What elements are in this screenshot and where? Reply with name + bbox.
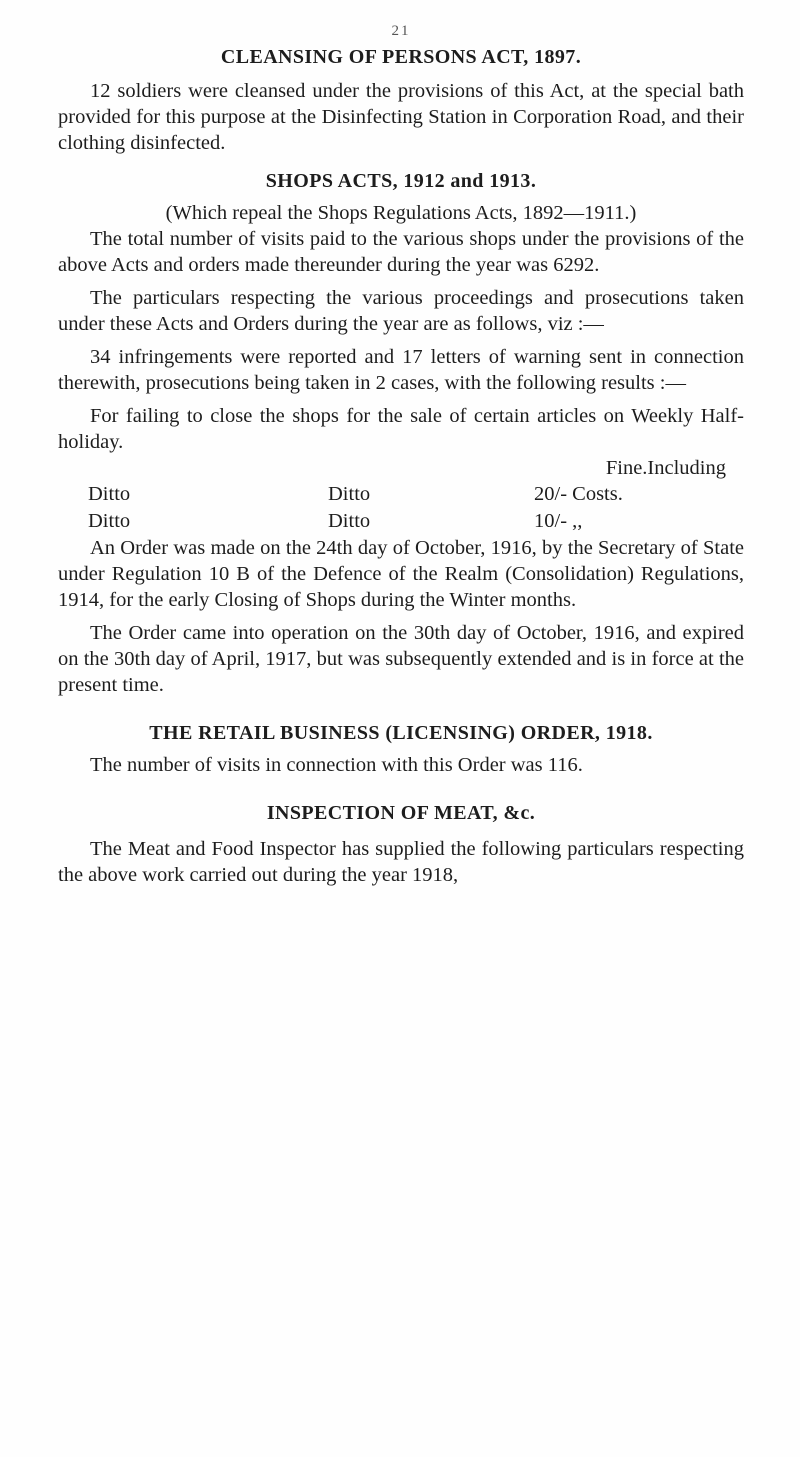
paragraph-shops-failing-to-close: For failing to close the shops for the sale of certain articles on Weekly Half-holiday. bbox=[58, 405, 744, 453]
paragraph-shops-infringements: 34 infringements were reported and 17 letters of warning sent in connection therewith, prosecutions being taken in 2 cases, with the following results :— bbox=[58, 346, 744, 394]
results-header-fine: Fine.Including bbox=[605, 457, 726, 479]
results-row bbox=[58, 508, 744, 535]
heading-cleansing-of-persons-act: CLEANSING OF PERSONS ACT, 1897. bbox=[220, 46, 582, 68]
results-cell: Ditto bbox=[88, 483, 131, 505]
paragraph-retail-visits: The number of visits in connection with this Order was 116. bbox=[90, 754, 583, 776]
page-number: 21 bbox=[391, 23, 411, 39]
paragraph-cleansing: 12 soldiers were cleansed under the provisions of this Act, at the special bath provided for this purpose at the Disinfecting Station in Corporation Road, and their clothing disinfected. bbox=[58, 80, 744, 154]
results-row bbox=[58, 481, 744, 508]
results-table bbox=[58, 455, 744, 535]
paragraph-shops-particulars: The particulars respecting the various proceedings and prosecutions taken under these Acts and Orders during the year are as follows, viz :— bbox=[58, 287, 744, 335]
results-cell: 10/- ,, bbox=[534, 510, 583, 532]
page-content bbox=[58, 18, 744, 895]
heading-retail-business-order: THE RETAIL BUSINESS (LICENSING) ORDER, 1918. bbox=[149, 722, 653, 744]
heading-inspection-of-meat: INSPECTION OF MEAT, &c. bbox=[266, 802, 536, 824]
results-cell: Ditto bbox=[328, 483, 371, 505]
paragraph-order-operation: The Order came into operation on the 30th day of October, 1916, and expired on the 30th day of April, 1917, but was subsequently extended and is in force at the present time. bbox=[58, 622, 744, 696]
subheading-shops-acts: (Which repeal the Shops Regulations Acts, 1892—1911.) bbox=[165, 202, 637, 224]
results-cell: Ditto bbox=[88, 510, 131, 532]
paragraph-shops-visits: The total number of visits paid to the various shops under the provisions of the above Acts and orders made thereunder during the year was 6292. bbox=[58, 228, 744, 276]
results-cell: Ditto bbox=[328, 510, 371, 532]
paragraph-early-closing-order: An Order was made on the 24th day of October, 1916, by the Secretary of State under Regulation 10 B of the Defence of the Realm (Consolidation) Regulations, 1914, for the early Closing of Shops during the Winter months. bbox=[58, 537, 744, 611]
paragraph-meat-inspector: The Meat and Food Inspector has supplied the following particulars respecting the above work carried out during the year 1918, bbox=[58, 838, 744, 886]
heading-shops-acts: SHOPS ACTS, 1912 and 1913. bbox=[265, 170, 537, 192]
results-cell: 20/- Costs. bbox=[534, 483, 623, 505]
